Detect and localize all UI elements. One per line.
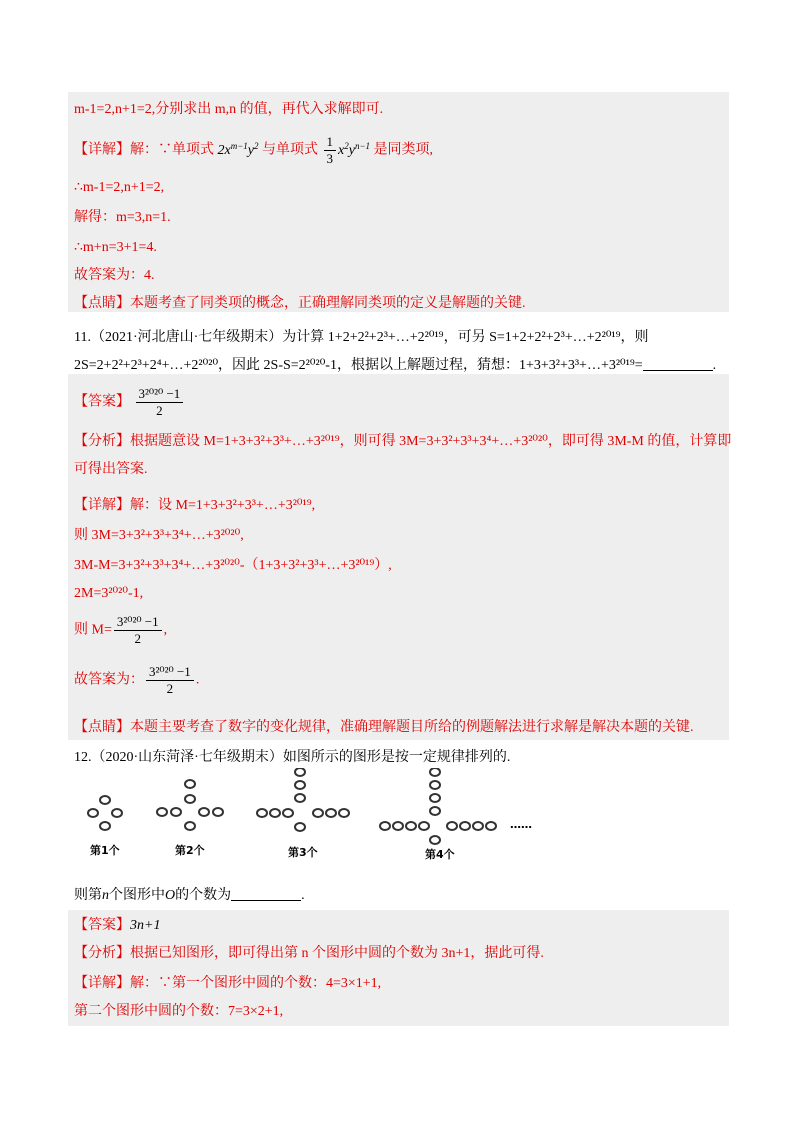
q11-detail-line2: 则 3M=3+3²+3³+3⁴+…+3²⁰²⁰, <box>74 528 244 543</box>
question-text-mid: 个图形中 <box>109 888 165 903</box>
monomial-1: $2x^{m-1}y^2$ <box>217 140 259 158</box>
comment-text: 本题主要考查了数字的变化规律，准确理解题目所给的例题解法进行求解是解决本题的关键. <box>130 720 694 735</box>
analysis-text: 根据已知图形，即可得出第 n 个图形中圆的个数为 3n+1，据此可得. <box>130 946 544 961</box>
analysis-tag: 【分析】 <box>74 434 130 449</box>
detail-text: 解：∵第一个图形中圆的个数：4=3×1+1, <box>130 976 382 991</box>
q11-detail-line4: 2M=3²⁰²⁰-1, <box>74 586 144 601</box>
q10-step3: ∴m+n=3+1=4. <box>74 240 157 255</box>
analysis-text: 根据题意设 M=1+3+3²+3³+…+3²⁰¹⁹，则可得 3M=3+3²+3³+3⁴+…+3²⁰²⁰，即可得 3M-M 的值，计算即 <box>130 434 732 449</box>
q11-stem-line2: 2S=2+2²+2³+2⁴+…+2²⁰²⁰，因此 2S-S=2²⁰²⁰-1，根据以上解题过程，猜想：1+3+3²+3³+…+3²⁰¹⁹= . <box>74 358 717 373</box>
q12-stem: 12.（2020·山东菏泽·七年级期末）如图所示的图形是按一定规律排列的. <box>74 750 511 765</box>
comment-tag: 【点睛】 <box>74 296 130 311</box>
q11-stem-text: 2S=2+2²+2³+2⁴+…+2²⁰²⁰，因此 2S-S=2²⁰²⁰-1，根据以上解题过程，猜想：1+3+3²+3³+…+3²⁰¹⁹= <box>74 358 643 373</box>
q12-analysis <box>74 944 544 964</box>
comment-text: 本题考查了同类项的概念，正确理解同类项的定义是解题的关键. <box>130 296 526 311</box>
detail-tag: 【详解】 <box>74 976 130 991</box>
q11-answer-fraction: $\frac{\text{3²⁰²⁰ −1}}{2}$ <box>136 386 184 419</box>
var-o: O <box>165 888 176 903</box>
q10-answer: 故答案为：4. <box>74 268 155 283</box>
period: . <box>195 672 200 688</box>
detail-text-mid: 与单项式 <box>262 142 319 158</box>
circle-pattern-figure <box>80 768 560 864</box>
figure-label-1: 第1个 <box>90 844 120 857</box>
q11-stem-line1: 11.（2021·河北唐山·七年级期末）为计算 1+2+2²+2³+…+2²⁰¹⁹，可另 S=1+2+2²+2³+…+2²⁰¹⁹，则 <box>74 330 649 345</box>
q12-answer <box>74 916 160 936</box>
answer-blank <box>231 886 301 901</box>
ellipsis: …… <box>510 818 532 831</box>
q10-step1: ∴m-1=2,n+1=2, <box>74 180 165 195</box>
detail-text: 故答案为： <box>74 672 144 688</box>
detail-text: 解：∵单项式 <box>130 142 214 158</box>
pattern-figure-2 <box>157 780 223 830</box>
figure-label-2: 第2个 <box>175 844 205 857</box>
detail-text-post: 是同类项, <box>373 142 434 158</box>
q10-comment <box>74 294 526 314</box>
answer-expression: 3n+1 <box>130 918 161 933</box>
question-text: 则第 <box>74 888 102 903</box>
detail-text: 则 M= <box>74 622 112 638</box>
answer-tag: 【答案】 <box>74 918 130 933</box>
q12-detail-line1 <box>74 974 381 994</box>
detail-text: 解：设 M=1+3+3²+3³+…+3²⁰¹⁹, <box>130 498 316 513</box>
analysis-tag: 【分析】 <box>74 946 130 961</box>
answer-band-q10 <box>68 92 729 312</box>
q10-detail-line <box>74 134 433 167</box>
fraction-M: $\frac{\text{3²⁰²⁰ −1}}{2}$ <box>114 614 162 647</box>
fraction-answer: $\frac{\text{3²⁰²⁰ −1}}{2}$ <box>146 664 194 697</box>
q11-detail-line3: 3M-M=3+3²+3³+3⁴+…+3²⁰²⁰-（1+3+3²+3³+…+3²⁰¹⁹）, <box>74 558 392 573</box>
figure-label-3: 第3个 <box>288 846 318 859</box>
comma: , <box>163 622 168 638</box>
q12-question <box>74 886 305 906</box>
var-n: n <box>102 888 109 903</box>
detail-tag: 【详解】 <box>74 142 130 158</box>
pattern-figure-4 <box>380 768 496 844</box>
q11-answer-line <box>74 386 185 419</box>
q10-hint-line: m-1=2,n+1=2,分别求出 m,n 的值，再代入求解即可. <box>74 102 384 117</box>
q11-comment <box>74 718 694 738</box>
answer-blank <box>643 356 713 371</box>
answer-tag: 【答案】 <box>74 394 130 410</box>
fraction-one-third: $\frac{1}{3}$ <box>324 134 337 167</box>
monomial-2: $x^2y^{n-1}$ <box>338 140 371 158</box>
figure-label-4: 第4个 <box>425 848 455 861</box>
q11-detail-line5 <box>74 614 167 647</box>
period: . <box>301 888 305 903</box>
q11-analysis-line1 <box>74 432 731 452</box>
q12-detail-line2: 第二个图形中圆的个数：7=3×2+1, <box>74 1004 284 1019</box>
pattern-figure-3 <box>257 768 349 831</box>
pattern-figure-1 <box>88 796 122 830</box>
q11-detail-line1 <box>74 496 315 516</box>
q10-step2: 解得：m=3,n=1. <box>74 210 171 225</box>
q11-analysis-line2: 可得出答案. <box>74 462 148 477</box>
question-text-post: 的个数为 <box>175 888 232 903</box>
detail-tag: 【详解】 <box>74 498 130 513</box>
comment-tag: 【点睛】 <box>74 720 130 735</box>
q11-detail-line6 <box>74 664 199 697</box>
